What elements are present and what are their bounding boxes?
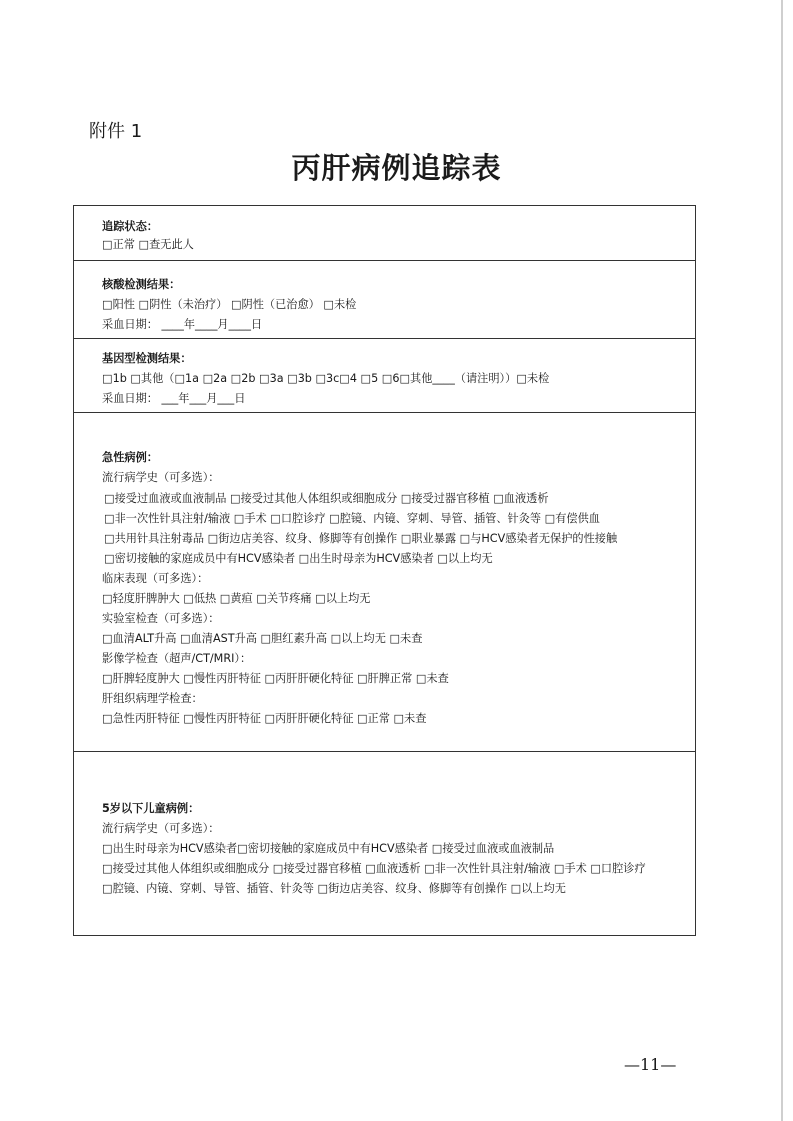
genotype-options[interactable]: □1b □其他（□1a □2a □2b □3a □3b □3c□4 □5 □6□其他____（请注明））□未检 [102, 372, 550, 385]
section-nucleic-acid [74, 261, 695, 339]
page-number: —11— [624, 1055, 677, 1074]
acute-epi-options-4[interactable]: □密切接触的家庭成员中有HCV感染者 □出生时母亲为HCV感染者 □以上均无 [104, 552, 493, 565]
acute-lab-label: 实验室检查（可多选）： [102, 612, 220, 625]
acute-epi-options-1[interactable]: □接受过血液或血液制品 □接受过其他人体组织或细胞成分 □接受过器官移植 □血液透析 [104, 492, 549, 505]
acute-epi-label: 流行病学史（可多选）： [102, 471, 220, 484]
nucleic-acid-blood-date[interactable]: 采血日期： ____年____月____日 [102, 318, 263, 331]
form-title: 丙肝病例追踪表 [291, 151, 502, 185]
section-genotype [74, 339, 695, 413]
acute-lab-options[interactable]: □血清ALT升高 □血清AST升高 □胆红素升高 □以上均无 □未查 [102, 632, 423, 645]
genotype-heading: 基因型检测结果： [102, 352, 192, 365]
child-epi-label: 流行病学史（可多选）： [102, 822, 220, 835]
tracking-status-heading: 追踪状态： [102, 220, 158, 233]
child-epi-options-3[interactable]: □腔镜、内镜、穿刺、导管、插管、针灸等 □街边店美容、纹身、修脚等有创操作 □以上均无 [102, 882, 566, 895]
acute-imaging-label: 影像学检查（超声/CT/MRI）： [102, 652, 252, 665]
tracking-status-options[interactable]: □正常 □查无此人 [102, 238, 194, 251]
section-child-cases [74, 752, 695, 935]
annex-label: 附件 1 [89, 121, 143, 142]
section-tracking-status [74, 206, 695, 261]
child-heading: 5岁以下儿童病例： [102, 802, 200, 815]
child-epi-options-1[interactable]: □出生时母亲为HCV感染者□密切接触的家庭成员中有HCV感染者 □接受过血液或血液制品 [102, 842, 555, 855]
tracking-form [73, 205, 696, 936]
section-acute-cases [74, 413, 695, 752]
nucleic-acid-heading: 核酸检测结果： [102, 278, 181, 291]
acute-clinical-label: 临床表现（可多选）： [102, 572, 209, 585]
acute-pathology-label: 肝组织病理学检查： [102, 692, 203, 705]
child-epi-options-2[interactable]: □接受过其他人体组织或细胞成分 □接受过器官移植 □血液透析 □非一次性针具注射/输液 □手术 □口腔诊疗 [102, 862, 646, 875]
acute-epi-options-3[interactable]: □共用针具注射毒品 □街边店美容、纹身、修脚等有创操作 □职业暴露 □与HCV感染者无保护的性接触 [104, 532, 618, 545]
nucleic-acid-options[interactable]: □阳性 □阴性（未治疗） □阴性（已治愈） □未检 [102, 298, 357, 311]
acute-imaging-options[interactable]: □肝脾轻度肿大 □慢性丙肝特征 □丙肝肝硬化特征 □肝脾正常 □未查 [102, 672, 449, 685]
acute-heading: 急性病例： [102, 451, 158, 464]
acute-clinical-options[interactable]: □轻度肝脾肿大 □低热 □黄疸 □关节疼痛 □以上均无 [102, 592, 371, 605]
acute-pathology-options[interactable]: □急性丙肝特征 □慢性丙肝特征 □丙肝肝硬化特征 □正常 □未查 [102, 712, 427, 725]
acute-epi-options-2[interactable]: □非一次性针具注射/输液 □手术 □口腔诊疗 □腔镜、内镜、穿刺、导管、插管、针灸等 □有偿供血 [104, 512, 600, 525]
genotype-blood-date[interactable]: 采血日期： ___年___月___日 [102, 392, 246, 405]
